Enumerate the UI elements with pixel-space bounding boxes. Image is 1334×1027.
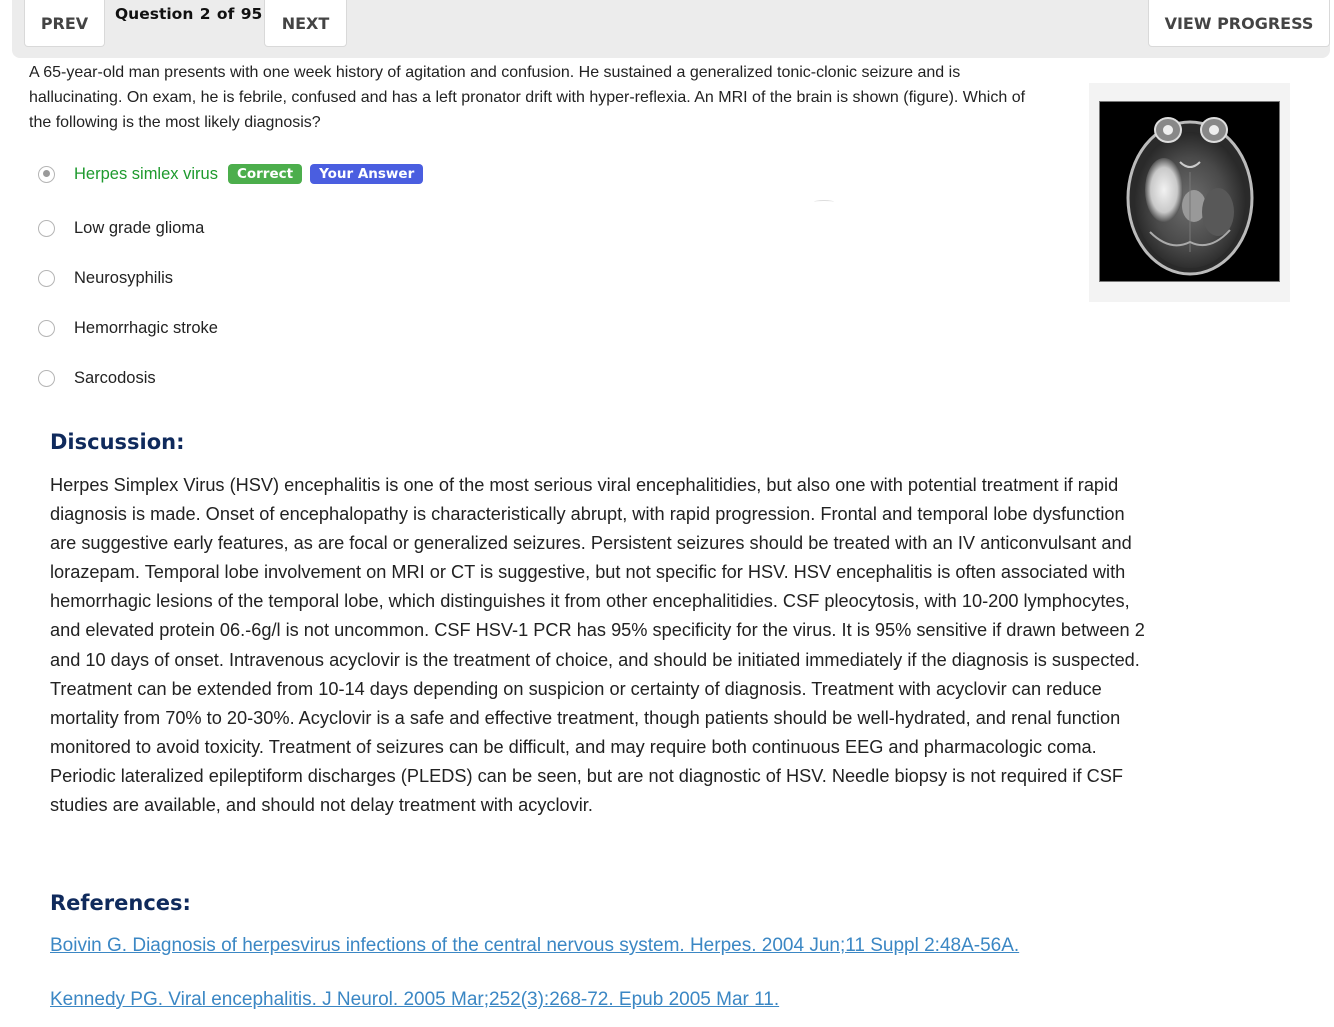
correct-badge: Correct xyxy=(228,164,302,184)
answer-option-4[interactable] xyxy=(38,316,218,340)
answer-label: Herpes simlex virus xyxy=(74,164,218,183)
answer-label: Hemorrhagic stroke xyxy=(74,318,218,337)
prev-button[interactable]: PREV xyxy=(24,0,105,47)
view-progress-button[interactable]: VIEW PROGRESS xyxy=(1148,0,1330,47)
mri-image[interactable] xyxy=(1099,101,1280,282)
question-counter: Question 2 of 95 xyxy=(115,5,263,23)
figure-container xyxy=(1089,83,1290,302)
next-button[interactable]: NEXT xyxy=(264,0,347,47)
your-answer-badge: Your Answer xyxy=(310,164,423,184)
reference-link-2[interactable]: Kennedy PG. Viral encephalitis. J Neurol. 2005 Mar;252(3):268-72. Epub 2005 Mar 11. xyxy=(50,989,780,1010)
radio-button-selected[interactable] xyxy=(38,166,55,183)
divider-mark xyxy=(814,200,834,204)
radio-button[interactable] xyxy=(38,220,55,237)
answer-label: Sarcodosis xyxy=(74,368,156,387)
discussion-heading: Discussion: xyxy=(50,430,185,454)
radio-button[interactable] xyxy=(38,270,55,287)
discussion-text: Herpes Simplex Virus (HSV) encephalitis is one of the most serious viral encephalitidies, but also one with potential treatment if rapid diagnosis is made. Onset of encephalopathy is characteristically abrupt, with rapid progression. Frontal and temporal lobe dysfunction are suggestive early features, as are focal or generalized seizures. Persistent seizures should be treated with an IV anticonvulsant and lorazepam. Temporal lobe involvement on MRI or CT is suggestive, but not specific for HSV. HSV encephalitis is often associated with hemorrhagic lesions of the temporal lobe, which distinguishes it from other encephalitidies. CSF pleocytosis, with 10-200 lymphocytes, and elevated protein 06.-6g/l is not uncommon. CSF HSV-1 PCR has 95% specificity for the virus. It is 95% sensitive if drawn between 2 and 10 days of onset. Intravenous acyclovir is the treatment of choice, and should be initiated immediately if the diagnosis is suspected. Treatment can be extended from 10-14 days depending on suspicion or certainty of diagnosis. Treatment with acyclovir can reduce mortality from 70% to 20-30%. Acyclovir is a safe and effective treatment, though patients should be well-hydrated, and renal function monitored to avoid toxicity. Treatment of seizures can be difficult, and may require both continuous EEG and pharmacologic coma. Periodic lateralized epileptiform discharges (PLEDS) can be seen, but are not diagnostic of HSV. Needle biopsy is not required if CSF studies are available, and should not delay treatment with acyclovir. xyxy=(50,475,1145,816)
radio-button[interactable] xyxy=(38,370,55,387)
answer-option-1[interactable] xyxy=(38,162,423,186)
question-nav-bar xyxy=(12,0,1330,58)
answer-label: Low grade glioma xyxy=(74,218,205,237)
radio-button[interactable] xyxy=(38,320,55,337)
answer-label: Neurosyphilis xyxy=(74,268,174,287)
reference-link-1[interactable]: Boivin G. Diagnosis of herpesvirus infections of the central nervous system. Herpes. 2004 Jun;11 Suppl 2:48A-56A. xyxy=(50,935,1020,956)
question-stem: A 65-year-old man presents with one week history of agitation and confusion. He sustained a generalized tonic-clonic seizure and is hallucinating. On exam, he is febrile, confused and has a left pronator drift with hyper-reflexia. An MRI of the brain is shown (figure). Which of the following is the most likely diagnosis? xyxy=(29,64,1026,131)
answer-option-5[interactable] xyxy=(38,366,156,390)
answer-option-3[interactable] xyxy=(38,266,173,290)
references-heading: References: xyxy=(50,891,191,915)
answer-option-2[interactable] xyxy=(38,216,204,240)
